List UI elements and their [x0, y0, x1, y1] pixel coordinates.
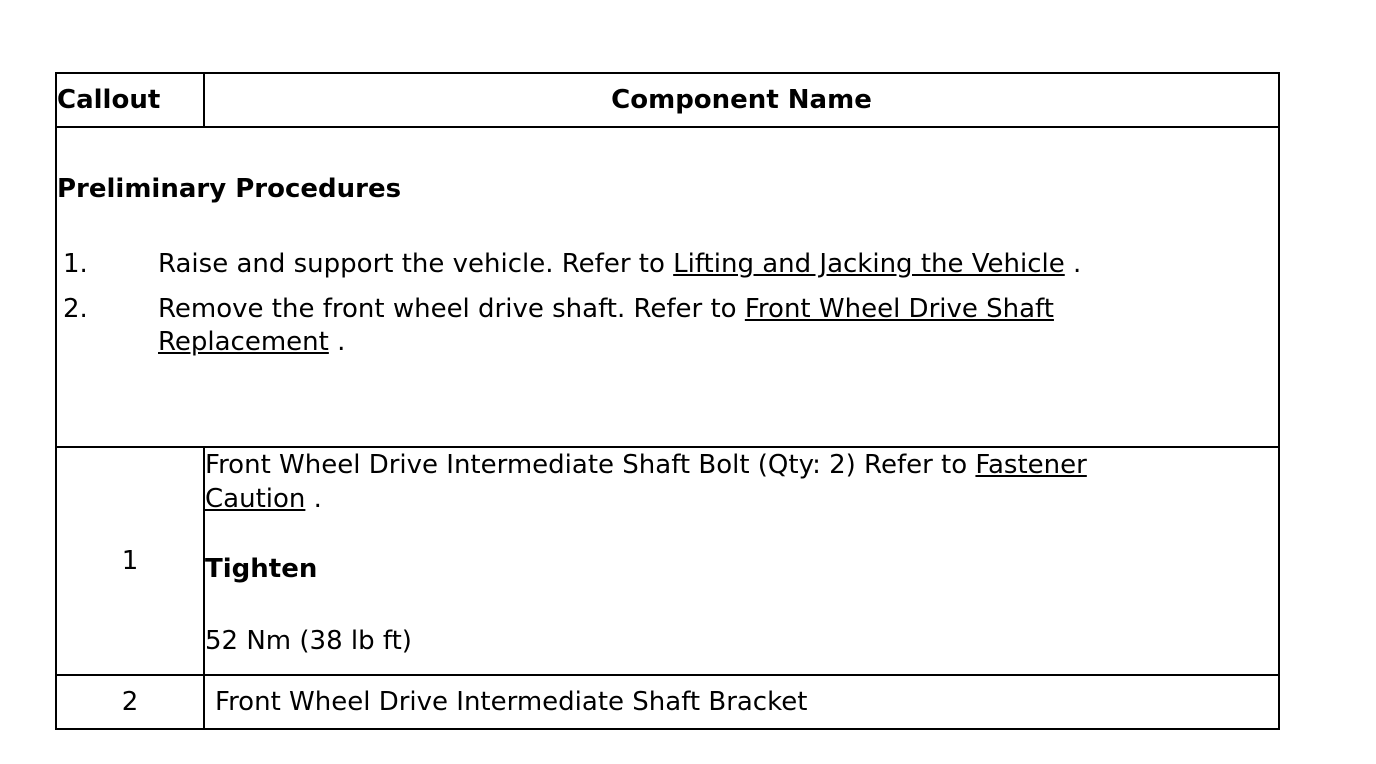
tighten-label: Tighten [205, 554, 318, 584]
fastener-caution-link[interactable]: Fastener Caution [205, 450, 1087, 514]
callout-header: Callout [56, 73, 204, 127]
procedure-step [57, 248, 1278, 281]
callout-number: 2 [56, 675, 204, 729]
component-name-cell [204, 447, 1279, 675]
preliminary-procedures-title: Preliminary Procedures [57, 174, 402, 204]
preliminary-procedures-cell [56, 127, 1279, 447]
component-table [55, 72, 1280, 730]
table-row [56, 675, 1279, 729]
step-text-after: . [1064, 249, 1082, 279]
lifting-and-jacking-link[interactable]: Lifting and Jacking the Vehicle [673, 249, 1065, 279]
step-text-before: Remove the front wheel drive shaft. Refer to [158, 294, 745, 324]
component-name-cell: Front Wheel Drive Intermediate Shaft Bracket [204, 675, 1279, 729]
step-text-after: . [328, 327, 346, 357]
component-text-after: . [305, 484, 322, 514]
step-text [158, 293, 1118, 359]
front-wheel-drive-shaft-replacement-link[interactable]: Front Wheel Drive Shaft Replacement [158, 294, 1054, 357]
procedure-steps-list [57, 248, 1278, 359]
torque-value: 52 Nm (38 lb ft) [205, 626, 412, 656]
step-text-before: Raise and support the vehicle. Refer to [158, 249, 674, 279]
table-header-row [56, 73, 1279, 127]
step-number: 1. [63, 249, 88, 279]
component-description [205, 448, 1165, 516]
step-text [158, 248, 1118, 281]
component-text-before: Front Wheel Drive Intermediate Shaft Bolt (Qty: 2) Refer to [205, 450, 976, 480]
procedure-step [57, 293, 1278, 359]
table-row [56, 447, 1279, 675]
component-name-header: Component Name [204, 73, 1279, 127]
step-number: 2. [63, 294, 88, 324]
preliminary-procedures-row [56, 127, 1279, 447]
callout-number: 1 [56, 447, 204, 675]
